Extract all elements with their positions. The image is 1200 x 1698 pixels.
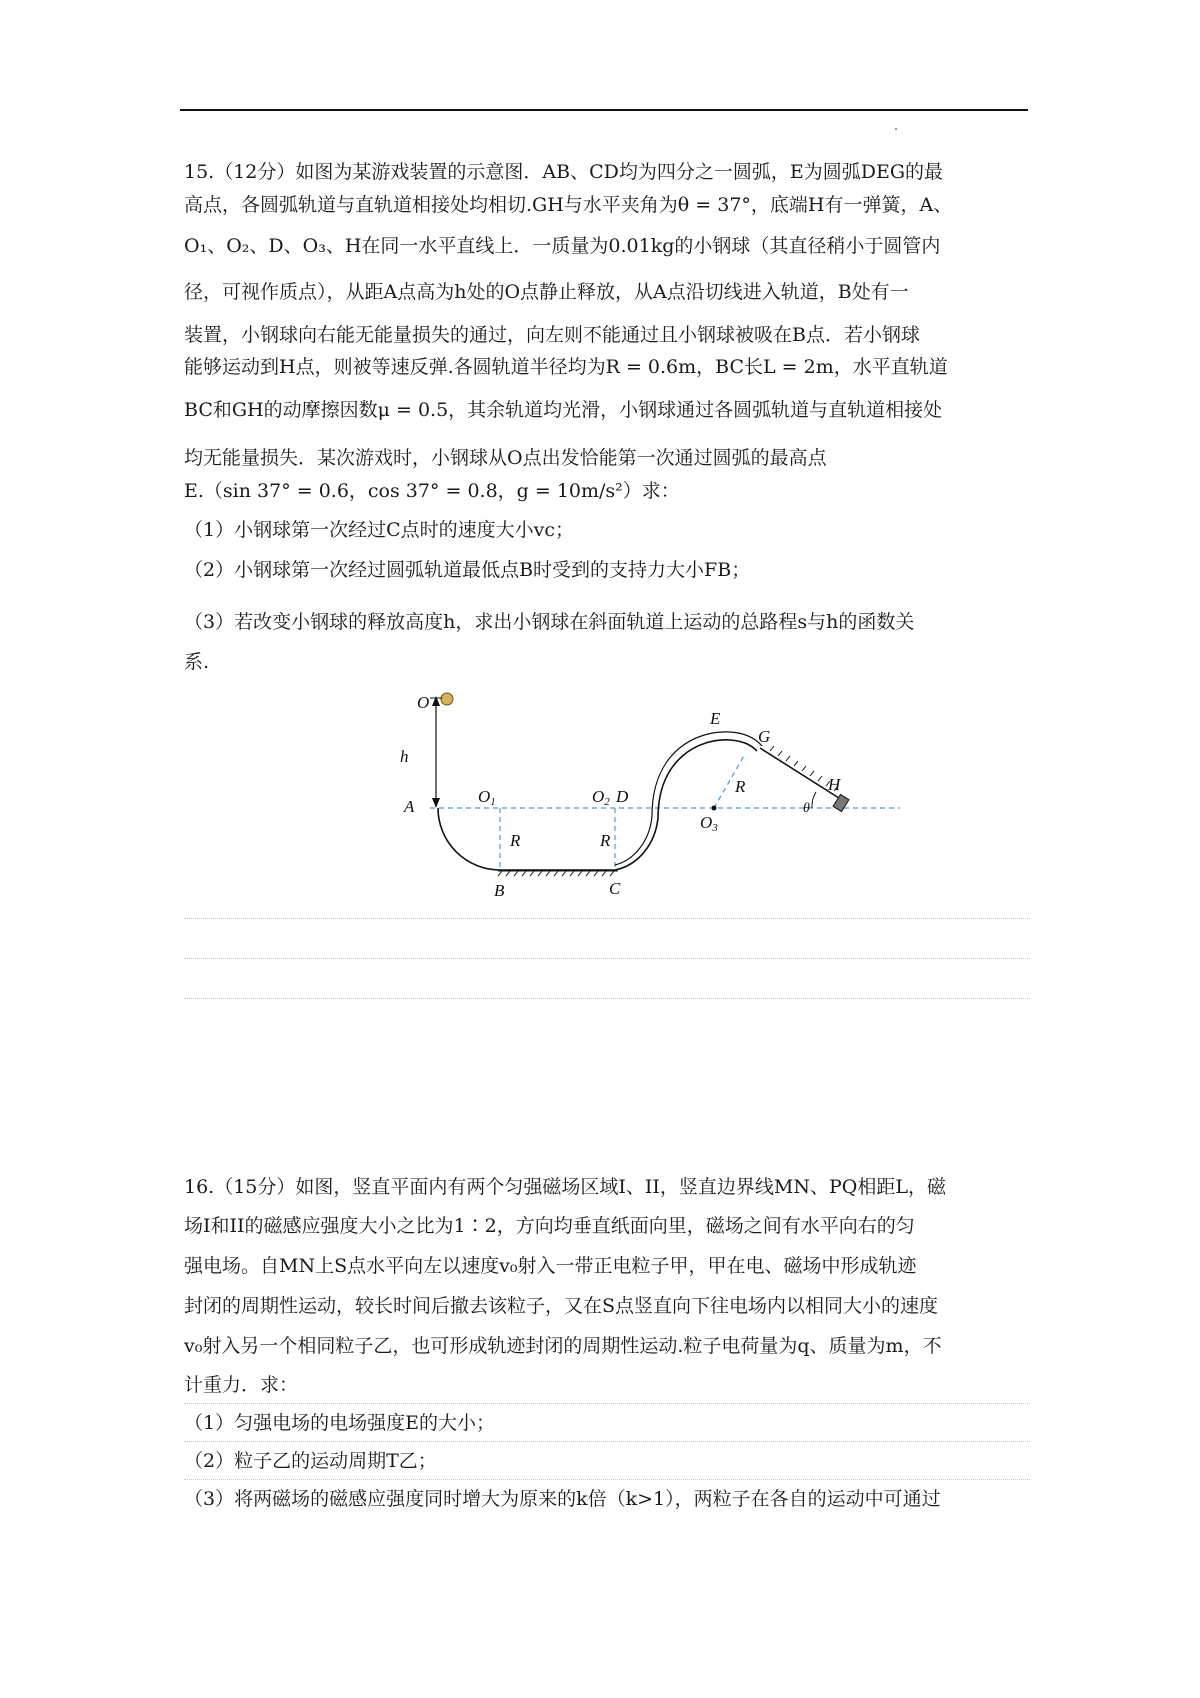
label-g: G	[758, 727, 771, 746]
label-o2: O2	[592, 787, 610, 808]
spring-block	[833, 794, 849, 811]
q15-line-9: E.（sin 37° = 0.6，cos 37° = 0.8，g = 10m/s²）求：	[184, 480, 680, 502]
q16-line-2: 场I和II的磁感应强度大小之比为1∶2，方向均垂直纸面向里，磁场之间有水平向右的匀	[184, 1215, 915, 1237]
answer-line-3	[184, 998, 1030, 999]
arc-cd-inner	[615, 816, 652, 865]
q16-line-4: 封闭的周期性运动，较长时间后撤去该粒子，又在S点竖直向下往电场内以相同大小的速度	[184, 1295, 939, 1317]
q15-sub-3: （3）若改变小钢球的释放高度h，求出小钢球在斜面轨道上运动的总路程s与h的函数关	[184, 611, 915, 633]
q16-line-3: 强电场。自MN上S点水平向左以速度v₀射入一带正电粒子甲，甲在电、磁场中形成轨迹	[184, 1255, 917, 1277]
q15-sub-3-cont: 系.	[184, 651, 210, 673]
label-h-point: H	[828, 775, 841, 794]
label-r-mid: R	[600, 831, 611, 850]
label-o1: O1	[478, 787, 496, 808]
label-a: A	[404, 797, 415, 816]
q16-line-5: v₀射入另一个相同粒子乙，也可形成轨迹封闭的周期性运动.粒子电荷量为q、质量为m，不	[184, 1335, 942, 1357]
speck	[895, 128, 897, 130]
answer-line-1	[184, 918, 1030, 919]
label-d: D	[616, 787, 629, 806]
arc-ab	[438, 808, 500, 870]
answer-line-2	[184, 958, 1030, 959]
q16-line-1: 16.（15分）如图，竖直平面内有两个匀强磁场区域I、II，竖直边界线MN、PQ相距L，磁	[184, 1176, 946, 1198]
q15-line-3: O₁、O₂、D、O₃、H在同一水平直线上．一质量为0.01kg的小钢球（其直径稍小于圆管内	[184, 235, 941, 257]
label-r-arc: R	[735, 777, 746, 796]
q15-line-8: 均无能量损失．某次游戏时，小钢球从O点出发恰能第一次通过圆弧的最高点	[184, 447, 827, 469]
track-diagram	[400, 688, 940, 908]
q15-line-6: 能够运动到H点，则被等速反弹.各圆轨道半径均为R = 0.6m，BC长L = 2m，水平直轨道	[184, 356, 948, 378]
label-c: C	[609, 879, 621, 898]
q16-sub-1: （1）匀强电场的电场强度E的大小；	[184, 1412, 495, 1434]
label-o3: O3	[700, 813, 718, 834]
q15-line-4: 径，可视作质点），从距A点高为h处的O点静止释放，从A点沿切线进入轨道，B处有一	[184, 281, 909, 303]
label-h: h	[400, 747, 409, 766]
ground-hatch	[498, 871, 618, 876]
q15-sub-1: （1）小钢球第一次经过C点时的速度大小vc；	[184, 519, 575, 541]
angle-arc	[812, 792, 816, 808]
q15-line-1: 15.（12分）如图为某游戏装置的示意图．AB、CD均为四分之一圆弧，E为圆弧DEG的最	[184, 161, 943, 183]
point-o3	[712, 806, 717, 811]
q15-line-2: 高点，各圆弧轨道与直轨道相接处均相切.GH与水平夹角为θ = 37°，底端H有一弹簧，A、	[184, 194, 953, 216]
q15-line-5: 装置，小钢球向右能无能量损失的通过，向左则不能通过且小钢球被吸在B点．若小钢球	[184, 324, 920, 346]
q15-line-7: BC和GH的动摩擦因数μ = 0.5，其余轨道均光滑，小钢球通过各圆弧轨道与直轨道相接处	[184, 399, 943, 421]
q16-sub-2: （2）粒子乙的运动周期T乙；	[184, 1450, 437, 1472]
answer-line-6	[184, 1479, 1030, 1480]
q16-sub-3: （3）将两磁场的磁感应强度同时增大为原来的k倍（k>1），两粒子在各自的运动中可通过	[184, 1488, 941, 1510]
arrow-head-bottom	[432, 798, 440, 808]
label-o: O	[417, 693, 430, 712]
answer-line-5	[184, 1441, 1030, 1442]
label-r-left: R	[510, 831, 521, 850]
steel-ball	[441, 693, 453, 705]
header-rule	[180, 109, 1028, 111]
label-e: E	[710, 709, 721, 728]
label-theta: θ	[803, 801, 810, 816]
label-b: B	[494, 881, 505, 900]
q15-sub-2: （2）小钢球第一次经过圆弧轨道最低点B时受到的支持力大小FB；	[184, 559, 751, 581]
answer-line-4	[184, 1403, 1030, 1404]
q16-line-6: 计重力．求：	[184, 1374, 299, 1396]
